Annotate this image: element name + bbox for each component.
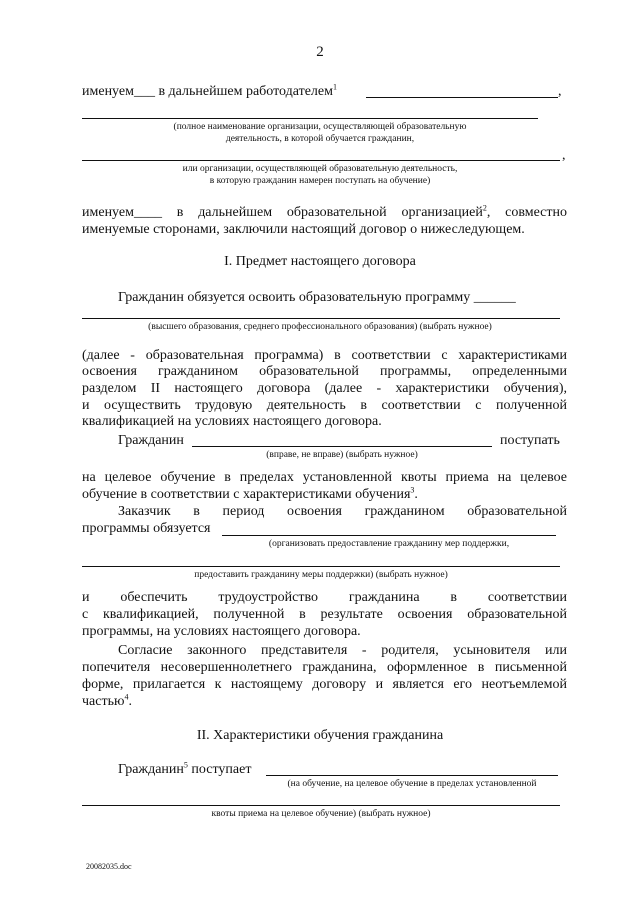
employer-line: именуем___ в дальнейшем работодателем$^1$: [82, 82, 337, 99]
employer-line-comma: ,: [558, 84, 562, 99]
s1-p6-line-4: частью$^4$.: [82, 692, 132, 709]
footnote-ref-3: 3: [410, 485, 415, 495]
caption-support-1: (организовать предоставление гражданину мер поддержки,: [268, 539, 510, 549]
footnote-ref-1: 1: [333, 82, 337, 92]
s1-p4-line-1: Заказчик в период освоения гражданином образовательной: [118, 504, 567, 519]
caption2-comma: ,: [562, 148, 566, 163]
caption-support-2: предоставить гражданину меры поддержки) (выбрать нужное): [194, 570, 448, 580]
s1-p6-line-1: Согласие законного представителя - родителя, усыновителя или: [118, 643, 567, 658]
edu-org-line: именуем____ в дальнейшем образовательной организацией$^2$, совместно: [82, 203, 567, 220]
s1-p5-line-2: с квалификацией, полученной в результате освоения образовательной: [82, 607, 567, 622]
caption-enroll-1: (на обучение, на целевое обучение в пределах установленной: [287, 779, 537, 789]
footnote-ref-5: 5: [183, 760, 188, 770]
program-line: Гражданин обязуется освоить образовательную программу ______: [118, 290, 516, 305]
s1-p1-line-5: квалификацией на условиях настоящего договора.: [82, 414, 382, 429]
s1-p4-line-2: программы обязуется: [82, 521, 211, 536]
section-1-title: I. Предмет настоящего договора: [224, 254, 416, 269]
footnote-ref-2: 2: [482, 203, 487, 213]
parties-line: именуемые сторонами, заключили настоящий договор о нижеследующем.: [82, 222, 525, 237]
s1-p3-line-1: на целевое обучение в пределах установленной квоты приема на целевое: [82, 470, 567, 485]
s2-line-1: Гражданин$^5$ поступает: [118, 760, 252, 777]
blank-support-1: [222, 535, 556, 536]
citizen-right-end: поступать: [500, 433, 560, 448]
blank-employer-name: [366, 97, 558, 98]
caption-org-name-1: (полное наименование организации, осуществляющей образовательную: [173, 122, 467, 132]
footer-filename: 20082035.doc: [86, 862, 132, 871]
caption-org-alt-1: или организации, осуществляющей образовательную деятельность,: [182, 164, 458, 174]
citizen-right-label: Гражданин: [118, 433, 184, 448]
s1-p3-line-2: обучение в соответствии с характеристиками обучения$^3$.: [82, 485, 418, 502]
s1-p1-line-4: и осуществить трудовую деятельность в соответствии с полученной: [82, 398, 567, 413]
s1-p1-line-1: (далее - образовательная программа) в соответствии с характеристиками: [82, 348, 567, 363]
page-number: 2: [316, 44, 324, 60]
s1-p5-line-3: программы, на условиях настоящего договора.: [82, 624, 361, 639]
caption-program: (высшего образования, среднего профессионального образования) (выбрать нужное): [148, 322, 492, 332]
s1-p1-line-2: освоения гражданином образовательной программы, определенными: [82, 364, 567, 379]
caption-right: (вправе, не вправе) (выбрать нужное): [266, 450, 418, 460]
caption-org-name-2: деятельность, в которой обучается гражданин,: [225, 134, 415, 144]
caption-org-alt-2: в которую гражданин намерен поступать на обучение): [209, 176, 431, 186]
blank-program: [82, 318, 560, 319]
blank-enroll-2: [82, 805, 560, 806]
footnote-ref-4: 4: [124, 692, 129, 702]
blank-org-name-1: [82, 118, 538, 119]
blank-enroll-1: [266, 775, 558, 776]
s1-p1-line-3: разделом II настоящего договора (далее - характеристики обучения),: [82, 381, 567, 396]
s1-p5-line-1: и обеспечить трудоустройство гражданина в соответствии: [82, 590, 567, 605]
blank-citizen-right: [192, 446, 492, 447]
caption-enroll-2: квоты приема на целевое обучение) (выбрать нужное): [211, 809, 431, 819]
blank-support-2: [82, 566, 560, 567]
s1-p6-line-2: попечителя несовершеннолетнего гражданина, оформленное в письменной: [82, 660, 567, 675]
blank-org-name-2: [82, 160, 560, 161]
section-2-title: II. Характеристики обучения гражданина: [196, 728, 444, 743]
s1-p6-line-3: форме, прилагается к настоящему договору и является его неотъемлемой: [82, 677, 567, 692]
